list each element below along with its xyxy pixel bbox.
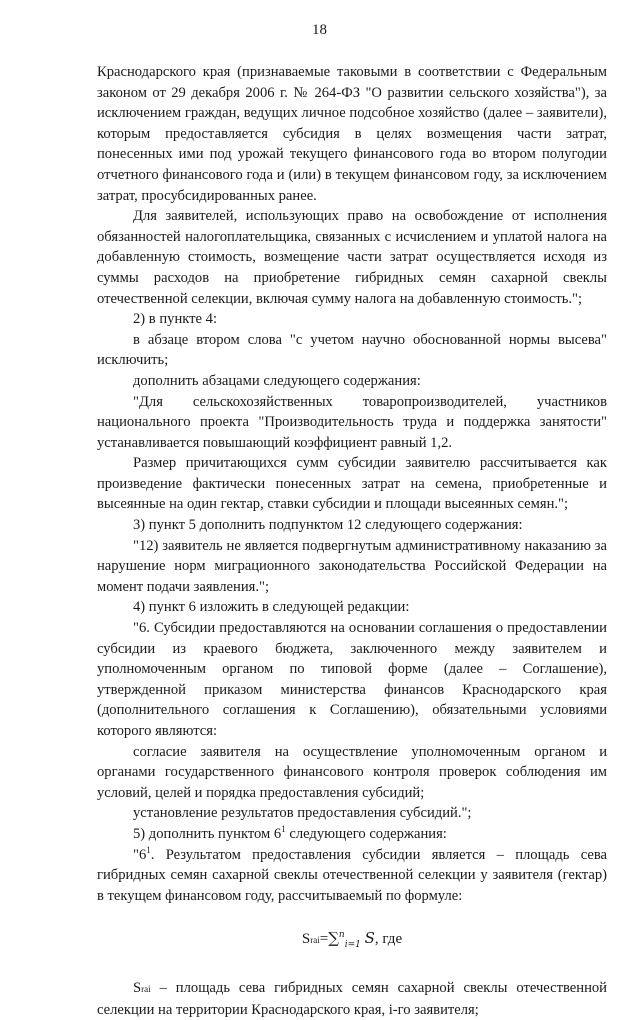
formula-suffix: , где	[374, 931, 403, 948]
paragraph-text: . Результатом предоставления субсидии является – площадь сева гибридных семян сахарной свеклы отечественной селекции у заявителя (гектар) в текущем финансовом году, рассчитываемый по формуле:	[97, 846, 607, 904]
variable-subscript: rai	[141, 983, 151, 994]
paragraph: Краснодарского края (признаваемые таковыми в соответствии с Федеральным законом от 29 декабря 2006 г. № 264-ФЗ "О развитии сельского хозяйства"), за исключением граждан, ведущих личное подсобное хозяйство (далее – заявители), которым предоставляется субсидия в целях возмещения части затрат, понесенных ими под урожай текущего финансового года во втором полугодии отчетного финансового года и (или) в текущем финансовом году, за исключением затрат, просубсидированных ранее.	[97, 64, 607, 204]
formula-sum-symbol	[328, 929, 361, 951]
formula-lhs: S	[301, 931, 311, 948]
paragraph	[97, 978, 607, 1020]
formula-lhs-subscript: rai	[310, 935, 320, 946]
paragraph: "12) заявитель не является подвергнутым административному наказанию за нарушение норм миграционного законодательства Российской Федерации на момент подачи заявления.";	[97, 537, 607, 595]
document-body	[97, 62, 607, 1020]
variable-symbol: S	[133, 979, 142, 996]
superscript: 1	[146, 844, 151, 855]
paragraph-text: "6	[133, 846, 147, 863]
formula	[97, 928, 607, 956]
paragraph: согласие заявителя на осуществление уполномоченным органом и органами государственного финансового контроля проверок соблюдения им условий, целей и порядка предоставления субсидий;	[97, 743, 607, 801]
sum-lower-limit: i=1	[344, 940, 361, 951]
paragraph	[97, 824, 607, 845]
paragraph: Размер причитающихся сумм субсидии заявителю рассчитывается как произведение фактически понесенных затрат на семена, приобретенные и высеянные на один гектар, ставки субсидии и площади высеянных семян.";	[97, 455, 607, 513]
sum-sign: ∑	[328, 929, 339, 948]
paragraph: "6. Субсидии предоставляются на основании соглашения о предоставлении субсидии из краевого бюджета, заключенного между заявителем и уполномоченным органом по типовой форме (далее – Соглашение), утвержденной приказом министерства финансов Краснодарского края (дополнительного соглашения к Соглашению), обязательными условиями которого являются:	[97, 620, 607, 739]
paragraph: "Для сельскохозяйственных товаропроизводителей, участников национального проекта "Производительность труда и поддержка занятости" устанавливается повышающий коэффициент равный 1,2.	[97, 393, 607, 451]
formula-equals: =	[319, 931, 329, 948]
paragraph: в абзаце втором слова "с учетом научно обоснованной нормы высева" исключить;	[97, 331, 607, 369]
formula-term: S	[364, 929, 375, 948]
paragraph: дополнить абзацами следующего содержания:	[133, 372, 421, 389]
page-number: 18	[312, 22, 327, 38]
paragraph: 2) в пункте 4:	[133, 311, 218, 328]
paragraph: 3) пункт 5 дополнить подпунктом 12 следующего содержания:	[133, 517, 523, 534]
paragraph: установление результатов предоставления субсидий.";	[133, 805, 472, 822]
paragraph	[97, 845, 607, 907]
superscript: 1	[281, 823, 286, 834]
paragraph: 4) пункт 6 изложить в следующей редакции:	[133, 599, 410, 616]
sum-upper-limit: n	[338, 930, 345, 941]
paragraph-text: – площадь сева гибридных семян сахарной свеклы отечественной селекции на территории Краснодарского края, i-го заявителя;	[97, 979, 607, 1018]
paragraph-text: 5) дополнить пунктом 6	[133, 825, 282, 842]
paragraph: Для заявителей, использующих право на освобождение от исполнения обязанностей налогоплательщика, связанных с исчислением и уплатой налога на добавленную стоимость, возмещение части затрат осуществляется исходя из суммы расходов на приобретение гибридных семян сахарной свеклы отечественной селекции, включая сумму налога на добавленную стоимость.";	[97, 208, 607, 307]
paragraph-text: следующего содержания:	[285, 825, 447, 842]
